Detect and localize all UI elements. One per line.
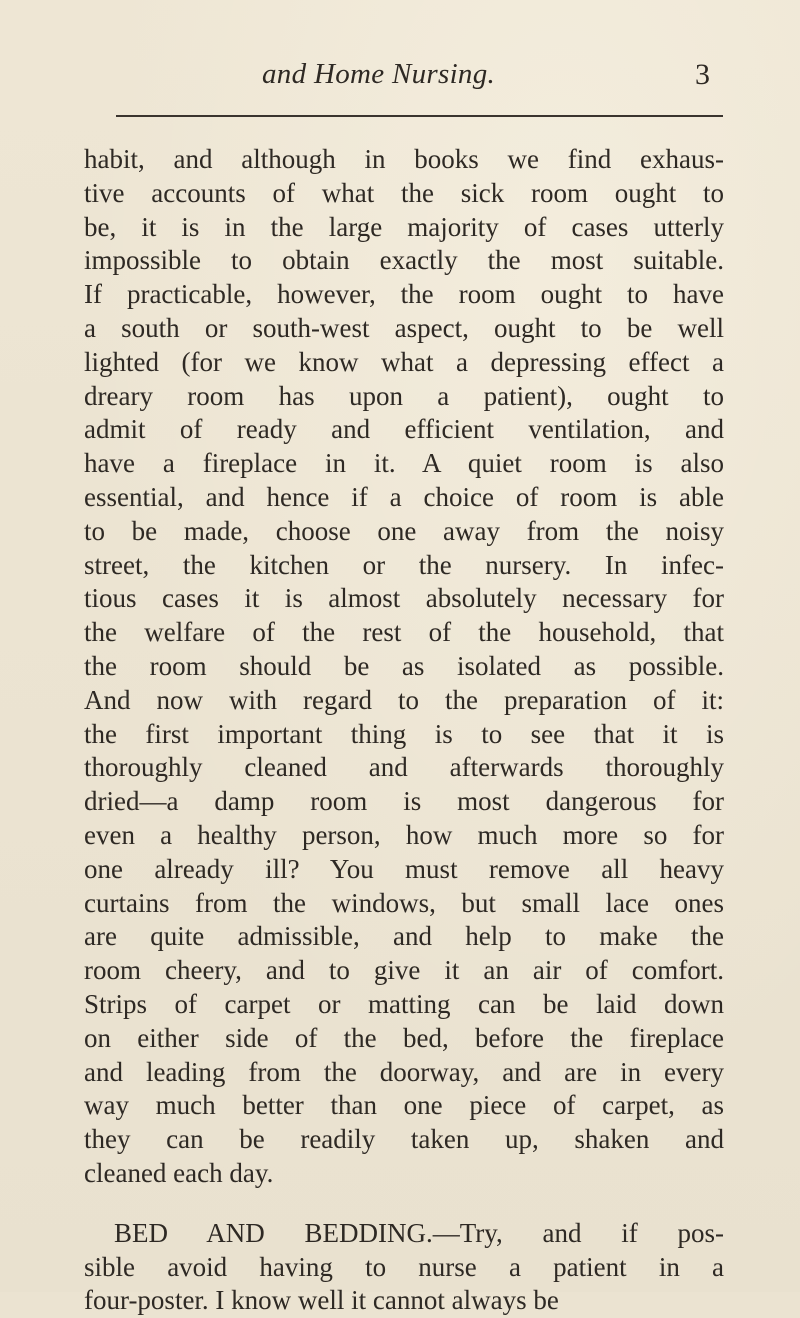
text-line: four-poster. I know well it cannot always be <box>84 1285 559 1316</box>
text-line: have a fireplace in it. A quiet room is also <box>84 448 724 479</box>
text-line: the first important thing is to see that it is <box>84 718 724 749</box>
text-line: And now with regard to the preparation of it: <box>84 684 724 715</box>
text-line: tive accounts of what the sick room ought to <box>84 177 724 208</box>
text-line: If practicable, however, the room ought to have <box>84 279 724 310</box>
header-rule <box>116 115 723 117</box>
text-line: sible avoid having to nurse a patient in a <box>84 1251 724 1282</box>
text-line: to be made, choose one away from the noisy <box>84 515 724 546</box>
text-line: essential, and hence if a choice of room is able <box>84 481 724 512</box>
text-line: thoroughly cleaned and afterwards thoroughly <box>84 752 724 783</box>
running-head <box>0 58 800 108</box>
text-line: the welfare of the rest of the household, that <box>84 617 724 648</box>
text-line: on either side of the bed, before the fireplace <box>84 1022 724 1053</box>
text-line: even a healthy person, how much more so for <box>84 819 724 850</box>
text-line: curtains from the windows, but small lace ones <box>84 887 724 918</box>
text-line: and leading from the doorway, and are in every <box>84 1056 724 1087</box>
paragraph-bed-and-bedding <box>84 1217 724 1318</box>
paragraph-gap <box>84 1191 724 1217</box>
text-line: they can be readily taken up, shaken and <box>84 1124 724 1155</box>
body-text <box>84 143 724 1318</box>
text-line: lighted (for we know what a depressing effect a <box>84 346 724 377</box>
text-line: dreary room has upon a patient), ought to <box>84 380 724 411</box>
text-line: BED AND BEDDING.—Try, and if pos- <box>114 1217 724 1248</box>
text-line: be, it is in the large majority of cases utterly <box>84 211 724 242</box>
text-line: street, the kitchen or the nursery. In infec- <box>84 549 724 580</box>
text-line: dried—a damp room is most dangerous for <box>84 786 724 817</box>
text-line: tious cases it is almost absolutely necessary for <box>84 583 724 614</box>
text-line: habit, and although in books we find exhaus- <box>84 144 724 174</box>
text-line: a south or south-west aspect, ought to be well <box>84 312 724 343</box>
running-title: and Home Nursing. <box>262 58 496 90</box>
text-line: cleaned each day. <box>84 1157 274 1188</box>
text-line: are quite admissible, and help to make the <box>84 921 724 952</box>
text-line: room cheery, and to give it an air of comfort. <box>84 955 724 986</box>
text-line: impossible to obtain exactly the most suitable. <box>84 245 724 276</box>
page-number: 3 <box>695 58 710 91</box>
text-line: the room should be as isolated as possible. <box>84 650 724 681</box>
text-line: one already ill? You must remove all heavy <box>84 853 724 884</box>
text-line: admit of ready and efficient ventilation, and <box>84 414 724 445</box>
text-line: way much better than one piece of carpet, as <box>84 1090 724 1121</box>
paragraph-sick-room <box>84 143 724 1191</box>
text-line: Strips of carpet or matting can be laid down <box>84 988 724 1019</box>
